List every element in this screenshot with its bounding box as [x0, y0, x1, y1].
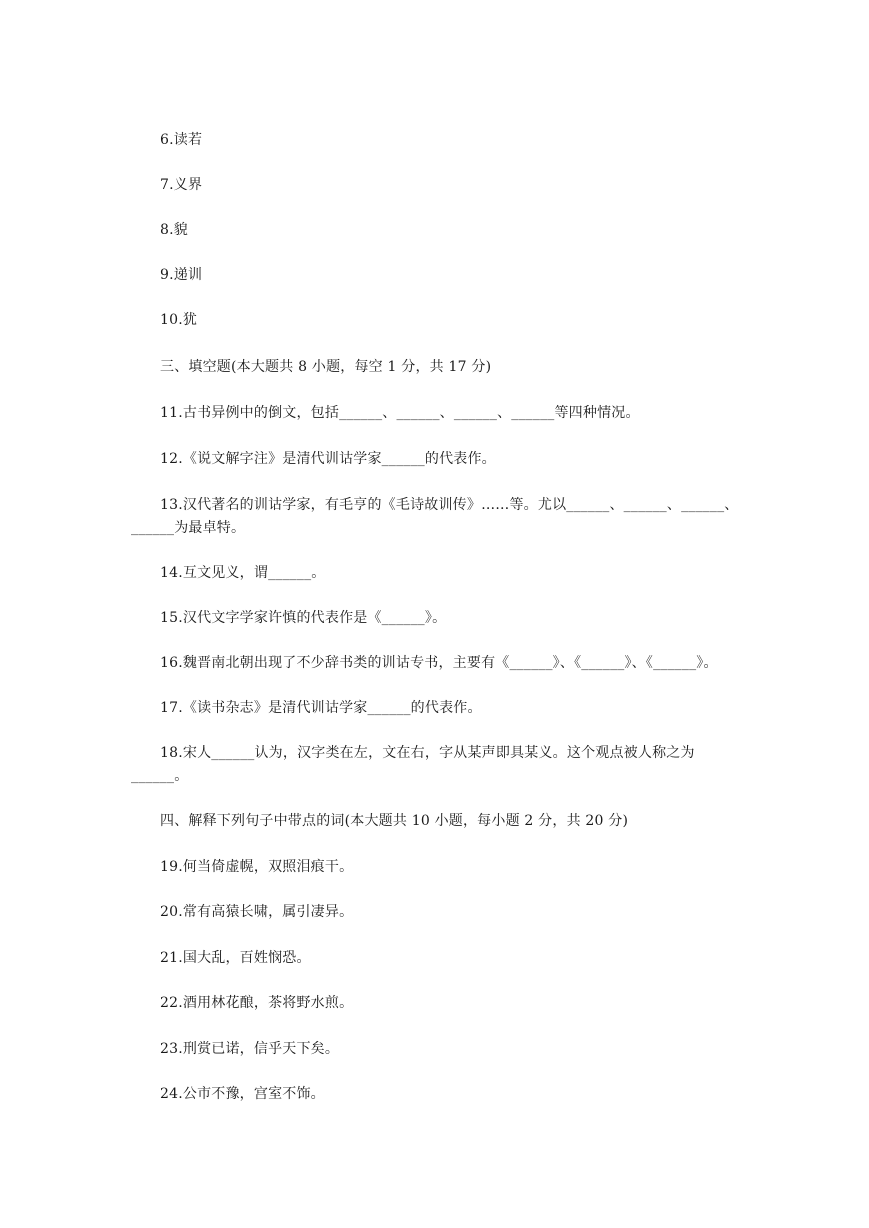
item-9: 9.递训 [160, 267, 203, 283]
item-8: 8.貌 [160, 222, 188, 238]
item-14: 14.互文见义，谓______。 [160, 565, 326, 581]
item-7: 7.义界 [160, 177, 203, 193]
item-17: 17.《读书杂志》是清代训诂学家______的代表作。 [160, 700, 482, 716]
item-24: 24.公市不豫，宫室不饰。 [160, 1086, 325, 1102]
item-6: 6.读若 [160, 132, 203, 148]
item-21: 21.国大乱，百姓悯恐。 [160, 950, 311, 966]
item-19: 19.何当倚虚幌，双照泪痕干。 [160, 859, 354, 875]
item-12: 12.《说文解字注》是清代训诂学家______的代表作。 [160, 451, 496, 467]
item-15: 15.汉代文字学家许慎的代表作是《______》。 [160, 610, 447, 626]
item-18-continued: ______。 [131, 768, 189, 784]
section-heading-explain: 四、解释下列句子中带点的词(本大题共 10 小题，每小题 2 分，共 20 分) [160, 813, 629, 829]
item-23: 23.刑赏已诺，信乎天下矣。 [160, 1041, 340, 1057]
item-10: 10.犹 [160, 312, 198, 328]
section-heading-fill-in: 三、填空题(本大题共 8 小题，每空 1 分，共 17 分) [160, 359, 492, 375]
item-11: 11.古书异例中的倒文，包括______、______、______、______等四种情况。 [160, 405, 640, 421]
item-22: 22.酒用林花酿，茶将野水煎。 [160, 995, 354, 1011]
item-18: 18.宋人______认为，汉字类在左，文在右，字从某声即具某义。这个观点被人称之为 [160, 745, 695, 761]
item-20: 20.常有高猿长啸，属引凄异。 [160, 904, 354, 920]
item-13: 13.汉代著名的训诂学家，有毛亨的《毛诗故训传》……等。尤以______、______、______、 [160, 497, 739, 513]
item-16: 16.魏晋南北朝出现了不少辞书类的训诂专书，主要有《______》、《______》、《______》。 [160, 655, 718, 671]
item-13-continued: ______为最卓特。 [131, 520, 246, 536]
